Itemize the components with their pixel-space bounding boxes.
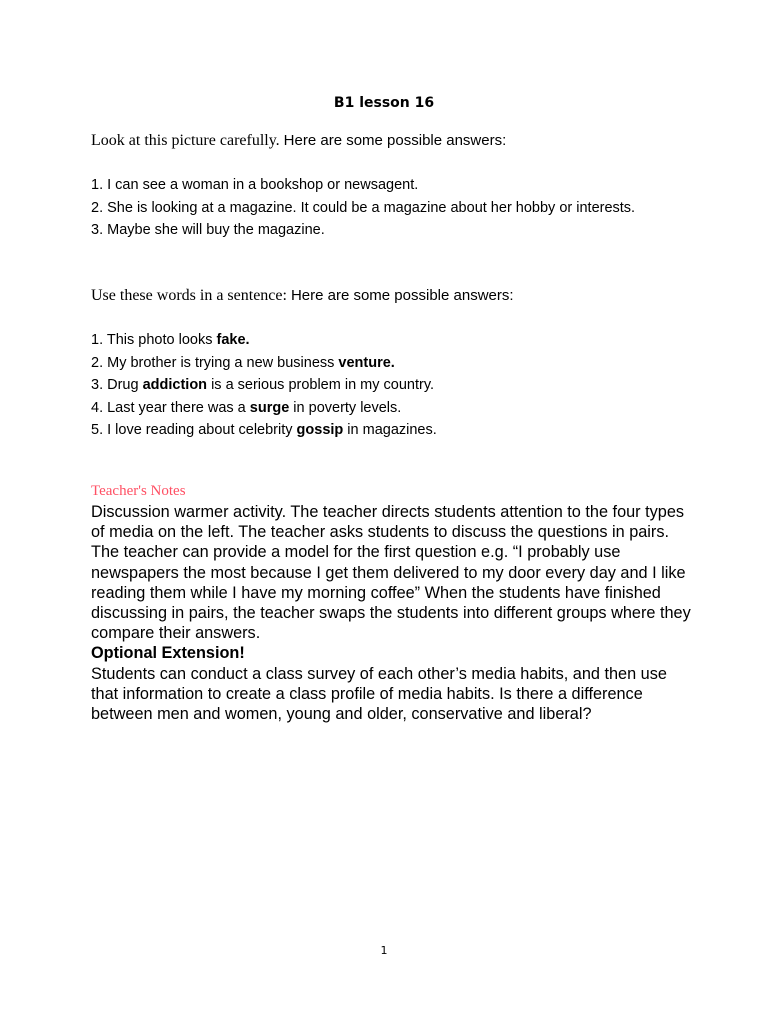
vocab-word: addiction xyxy=(142,377,208,393)
list-item xyxy=(91,329,437,352)
sentence-text: is a serious problem in my country. xyxy=(207,377,435,393)
page-number: 1 xyxy=(380,944,388,957)
lesson-title: B1 lesson 16 xyxy=(333,95,435,111)
teachers-notes-paragraph: Discussion warmer activity. The teacher directs students attention to the four types of media on the left. The teacher asks students to discuss the questions in pairs. The teacher can provide a model for the first question e.g. “I probably use newspapers the most because I get them delivered to my door every day and I like reading them while I have my morning coffee” When the students have finished discussing in pairs, the teacher swaps the students into different groups where they compare their answers. xyxy=(91,503,691,643)
list-item: 1. I can see a woman in a bookshop or newsagent. xyxy=(91,177,419,193)
list-item: 2. She is looking at a magazine. It could be a magazine about her hobby or interests. xyxy=(91,199,636,216)
sentence-text: 5. I love reading about celebrity xyxy=(91,422,297,438)
list-item xyxy=(91,397,437,420)
section2-prompt-lead: Use these words in a sentence: xyxy=(91,287,287,304)
section2-prompt-tail: Here are some possible answers: xyxy=(290,287,514,304)
section1-answers-list xyxy=(91,174,635,242)
sentence-text: in poverty levels. xyxy=(289,399,402,416)
vocab-word: gossip xyxy=(296,422,344,438)
vocab-word: surge xyxy=(249,399,290,416)
list-item xyxy=(91,352,437,375)
section1-prompt xyxy=(91,131,506,151)
list-item xyxy=(91,374,437,397)
teachers-notes-heading: Teacher's Notes xyxy=(91,483,186,499)
section1-prompt-tail: Here are some possible answers: xyxy=(283,132,507,149)
extension-paragraph: Students can conduct a class survey of each other’s media habits, and then use that information to create a class profile of media habits. Is there a difference between men and women, young and older, conservative and liberal? xyxy=(91,664,667,724)
sentence-text: 4. Last year there was a xyxy=(91,399,250,416)
section1-prompt-lead: Look at this picture carefully. xyxy=(91,132,280,149)
sentence-text: in magazines. xyxy=(343,422,437,438)
vocab-word: fake. xyxy=(216,332,250,348)
sentence-text: 2. My brother is trying a new business xyxy=(91,354,339,371)
section2-sentences-list xyxy=(91,329,437,442)
sentence-text: 3. Drug xyxy=(91,377,143,393)
section2-prompt xyxy=(91,286,514,306)
teachers-notes-body xyxy=(91,502,691,724)
sentence-text: 1. This photo looks xyxy=(91,332,217,348)
list-item xyxy=(91,419,437,442)
vocab-word: venture. xyxy=(338,354,395,371)
extension-heading: Optional Extension! xyxy=(91,644,245,663)
list-item: 3. Maybe she will buy the magazine. xyxy=(91,222,325,238)
